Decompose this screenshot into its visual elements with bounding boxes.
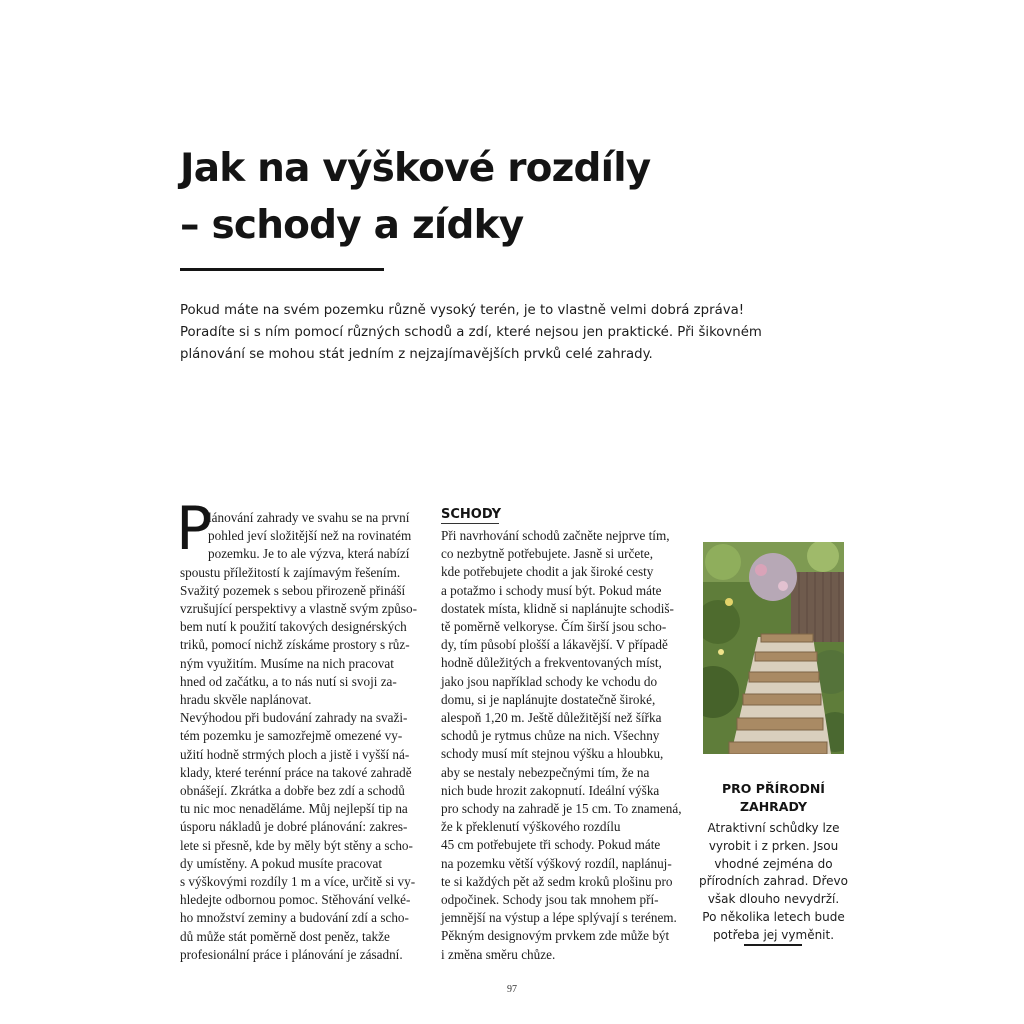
- body-text-line: jemnější na výstup a lépe splývají s terénem.: [441, 910, 677, 926]
- body-text-line: kde potřebujete chodit a jak široké cesty: [441, 564, 654, 580]
- body-text-line: domu, si je naplánujte dostatečně široké,: [441, 691, 656, 707]
- body-text-line: klady, které terénní práce na takové zahradě: [180, 764, 412, 780]
- body-text-line: schody musí mít stejnou výšku a hloubku,: [441, 746, 664, 762]
- body-text-line: nich bude hrozit zakopnutí. Ideální výška: [441, 782, 660, 798]
- body-text-line: hradu skvěle naplánovat.: [180, 692, 312, 708]
- body-text-line: i změna směru chůze.: [441, 946, 556, 962]
- body-text-line: užití hodně strmých ploch a jistě i vyšší ná-: [180, 746, 410, 762]
- body-text-line: s výškovými rozdíly 1 m a více, určitě si vy-: [180, 874, 416, 890]
- section-heading-schody: SCHODY: [441, 507, 502, 522]
- body-text-line: Pěkným designovým prvkem zde může být: [441, 928, 670, 944]
- body-text-line: dostatek místa, klidně si naplánujte schodiš-: [441, 600, 674, 616]
- body-text-line: tém pozemku je samozřejmě omezené vy-: [180, 728, 403, 744]
- body-column-1: [180, 509, 420, 964]
- body-text-line: pozemku. Je to ale výzva, která nabízí: [208, 546, 410, 562]
- body-text-line: odpočinek. Schody jsou tak mnohem pří-: [441, 892, 659, 908]
- body-text-line: lánování zahrady ve svahu se na první: [208, 510, 410, 525]
- body-text-line: Nevýhodou při budování zahrady na svaži-: [180, 710, 408, 726]
- body-text-line: dů může stát poměrně dost peněz, takže: [180, 928, 390, 944]
- sidebar-text-line: Atraktivní schůdky lze: [707, 821, 840, 835]
- drop-cap: P: [176, 494, 213, 564]
- body-text-line: hledejte odbornou pomoc. Stěhování velké-: [180, 892, 411, 908]
- body-column-2: [441, 527, 691, 964]
- body-text-line: vzrušující perspektivy a vlastně svým způso-: [180, 601, 417, 617]
- title-line-1: Jak na výškové rozdíly: [180, 146, 651, 191]
- body-text-line: jako jsou například schody ke vchodu do: [441, 673, 658, 689]
- body-text-line: profesionální práce i plánování je zásadní.: [180, 946, 403, 962]
- body-text-line: na pozemku větší výškový rozdíl, naplánuj-: [441, 855, 672, 871]
- body-text-line: obnášejí. Zkrátka a dobře bez zdí a schodů: [180, 783, 405, 799]
- body-text-line: pohled jeví složitější než na rovinatém: [208, 528, 412, 544]
- body-text-line: te si každých pět až sedm kroků plošinu pro: [441, 873, 673, 889]
- sidebar-title: [700, 780, 847, 816]
- body-text-line: Svažitý pozemek s sebou přirozeně přináší: [180, 582, 406, 598]
- body-text-line: schodů je rytmus chůze na nich. Všechny: [441, 728, 660, 744]
- body-text-line: hodně důležitých a frekventovaných míst,: [441, 655, 662, 671]
- body-text-line: a potažmo i schody musí být. Pokud máte: [441, 582, 662, 598]
- sidebar-text-line: však dlouho nevydrží.: [707, 892, 840, 907]
- body-text-line: tě poměrně velkoryse. Čím širší jsou scho-: [441, 619, 667, 635]
- sidebar-text-line: vhodné zejména do: [714, 856, 833, 871]
- intro-line: Poradíte si s ním pomocí různých schodů a zdí, které nejsou jen praktické. Při šikovném: [180, 325, 762, 340]
- body-text-line: dy, tím působí plošší a lákavější. V případě: [441, 637, 668, 653]
- sidebar-title-line: ZAHRADY: [739, 799, 808, 814]
- sidebar-underline: [744, 944, 802, 946]
- body-text-line: spoustu příležitostí k zajímavým řešením.: [180, 564, 401, 580]
- intro-paragraph: [180, 300, 762, 366]
- body-text-line: lete si přesně, kde by měly být stěny a scho-: [180, 837, 413, 853]
- page-title: [180, 140, 780, 254]
- intro-line: Pokud máte na svém pozemku různě vysoký terén, je to vlastně velmi dobrá zpráva!: [180, 303, 745, 318]
- body-text-line: 45 cm potřebujete tři schody. Pokud máte: [441, 837, 661, 853]
- title-line-2: – schody a zídky: [180, 203, 524, 248]
- sidebar-text-line: potřeba jej vyměnit.: [712, 927, 835, 942]
- body-text-line: co nezbytně potřebujete. Jasně si určete,: [441, 546, 654, 562]
- sidebar-text-line: vyrobit i z prken. Jsou: [708, 838, 839, 853]
- body-text-line: aby se nestaly nebezpečnými tím, že na: [441, 764, 650, 780]
- body-text-line: že k překlenutí výškového rozdílu: [441, 819, 621, 835]
- body-text-line: alespoň 1,20 m. Ještě důležitější než šířka: [441, 710, 662, 726]
- body-text-line: triků, pomocí nichž získáme prostory s růz-: [180, 637, 410, 653]
- body-text-line: hned od začátku, a to nás nutí si svoji za-: [180, 673, 397, 689]
- body-text-line: ho množství zeminy a budování zdí a scho-: [180, 910, 409, 926]
- body-text-line: Při navrhování schodů začněte nejprve tím,: [441, 528, 670, 543]
- body-text-line: úsporu nákladů je dobré plánování: zakres-: [180, 819, 408, 835]
- intro-line: plánování se mohou stát jedním z nejzajímavějších prvků celé zahrady.: [180, 347, 653, 362]
- body-text-line: tu nic moc nenaděláme. Můj nejlepší tip na: [180, 801, 408, 817]
- sidebar-title-line: PRO PŘÍRODNÍ: [722, 781, 825, 796]
- sidebar-text-line: přírodních zahrad. Dřevo: [699, 874, 848, 889]
- title-underline: [180, 268, 384, 271]
- section-heading-underline: [441, 523, 499, 524]
- body-text-line: bem nutí k použití takových designérských: [180, 619, 407, 635]
- sidebar-text-line: Po několika letech bude: [702, 909, 845, 924]
- body-text-line: ným využitím. Musíme na nich pracovat: [180, 655, 394, 671]
- page-number: 97: [507, 984, 517, 995]
- sidebar-text: [694, 820, 853, 945]
- body-text-line: dy umístěny. A pokud musíte pracovat: [180, 855, 383, 871]
- garden-steps-photo: [703, 542, 844, 754]
- body-text-line: pro schody na zahradě je 15 cm. To znamená,: [441, 801, 682, 817]
